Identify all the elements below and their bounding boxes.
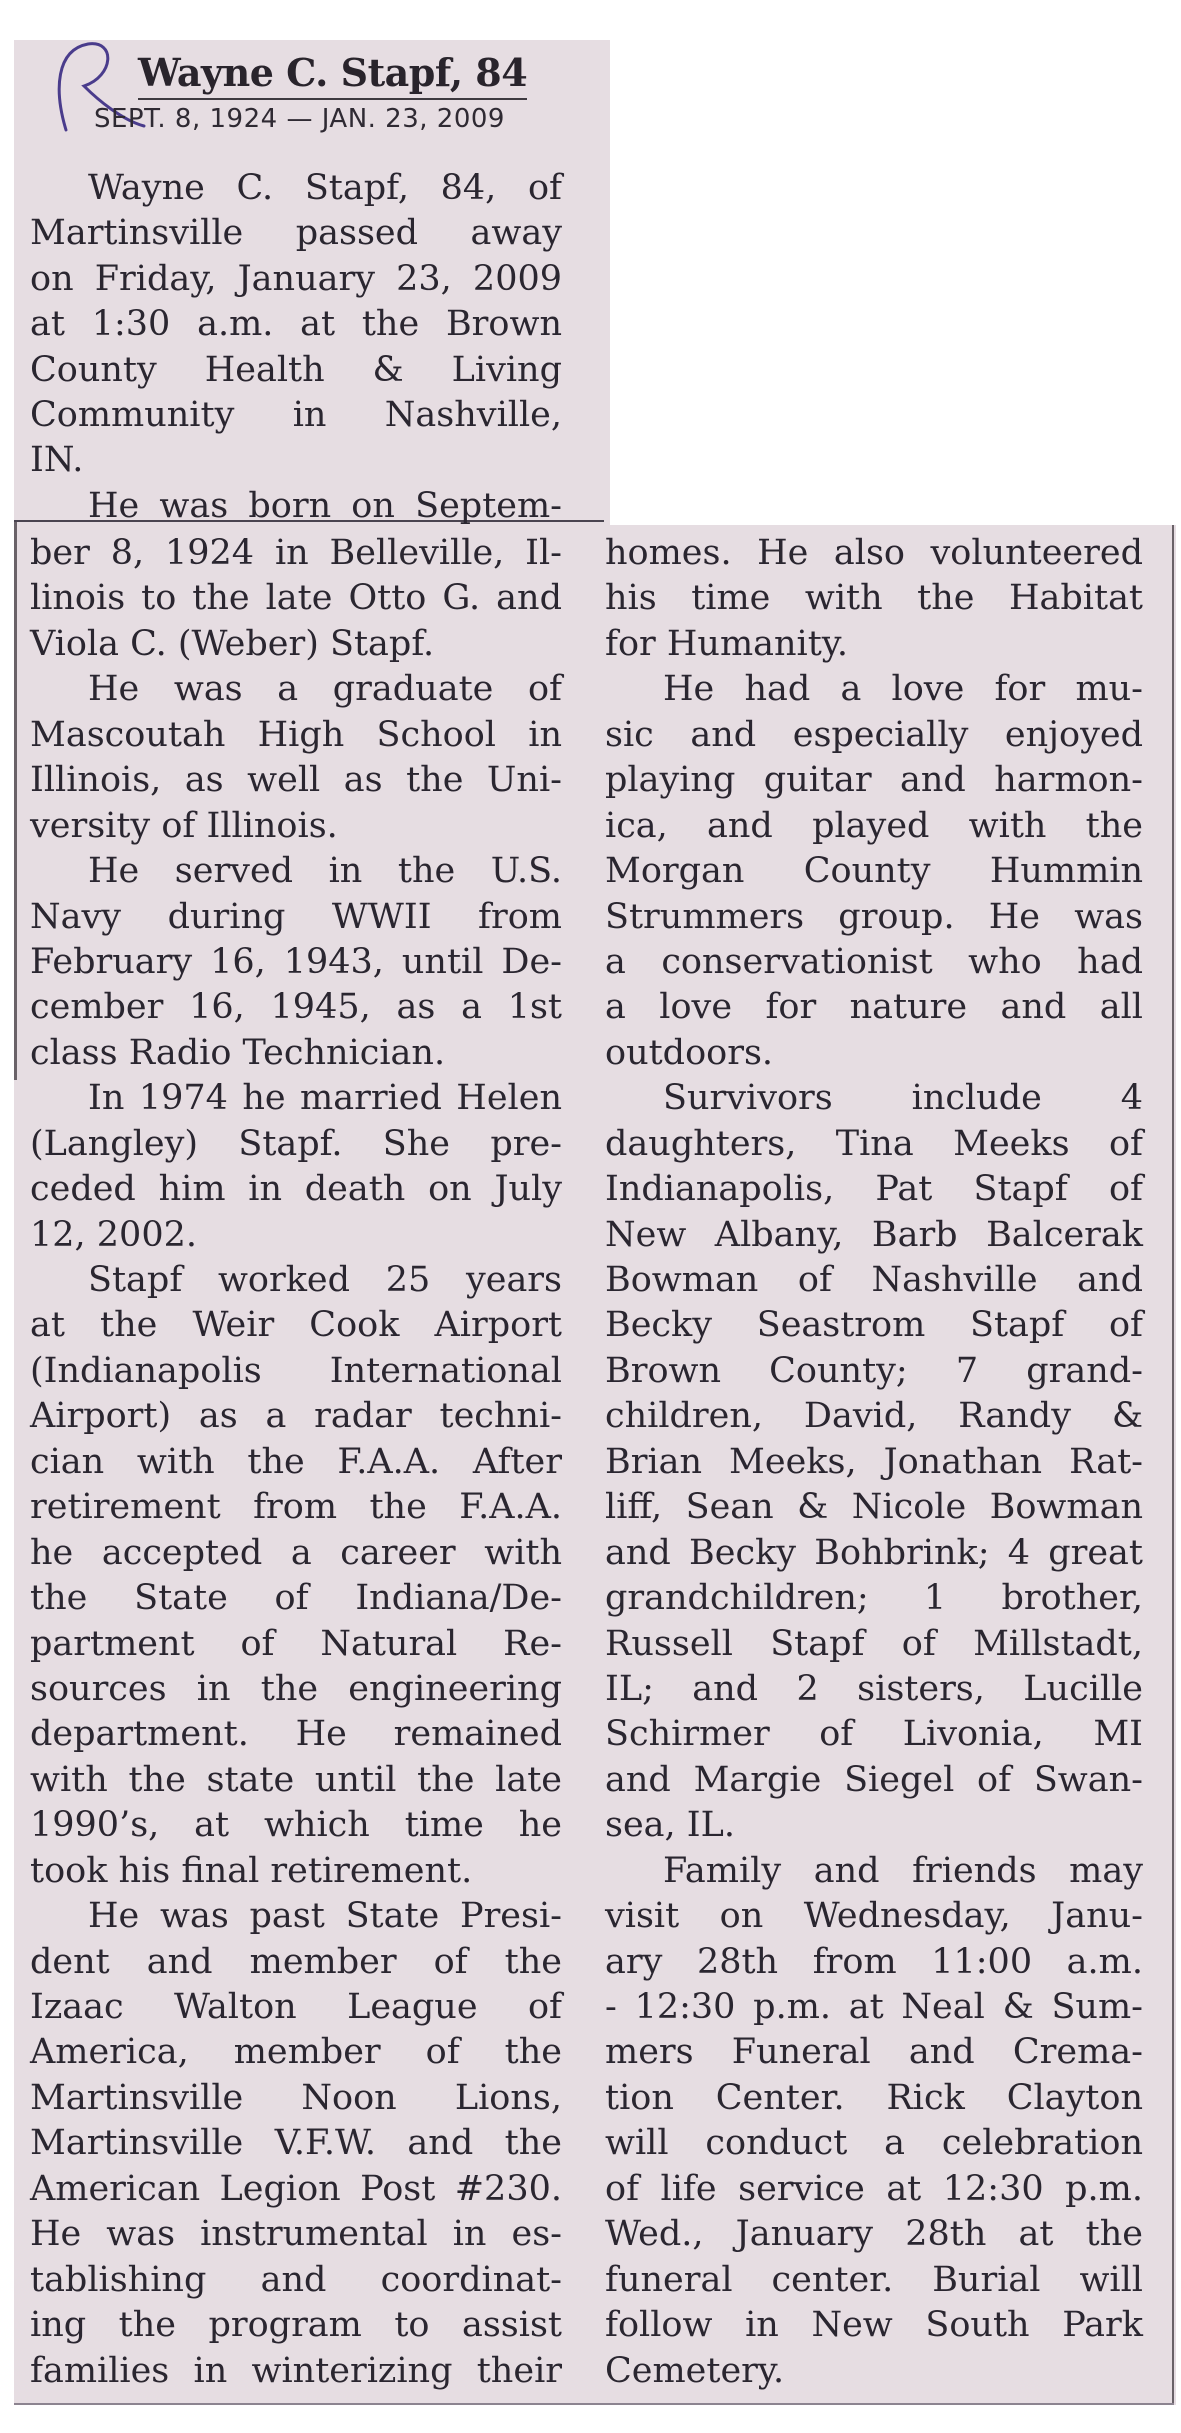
text-line: follow in New South Park	[605, 2305, 1143, 2346]
text-line: and Becky Bohbrink; 4 great	[605, 1532, 1143, 1573]
text-line: He was born on Septem-	[88, 485, 562, 526]
left-column	[30, 531, 562, 2394]
text-line: Illinois, as well as the Uni-	[30, 760, 562, 801]
text-line: sic and especially enjoyed	[605, 714, 1143, 755]
text-line: (Langley) Stapf. She pre-	[30, 1123, 562, 1164]
text-line: Wed., January 28th at the	[605, 2214, 1143, 2255]
text-line: homes. He also volunteered	[605, 533, 1143, 573]
text-line: Brian Meeks, Jonathan Rat-	[605, 1441, 1143, 1482]
text-line: 1990’s, at which time he	[30, 1805, 562, 1846]
text-line: he accepted a career with	[30, 1532, 562, 1573]
text-line: linois to the late Otto G. and	[30, 578, 562, 619]
text-line: Schirmer of Livonia, MI	[605, 1714, 1143, 1755]
text-line: Brown County; 7 grand-	[605, 1350, 1143, 1391]
text-line: Viola C. (Weber) Stapf.	[30, 623, 435, 664]
text-line: with the state until the late	[30, 1759, 562, 1800]
text-line: of life service at 12:30 p.m.	[605, 2168, 1143, 2209]
text-line: liff, Sean & Nicole Bowman	[605, 1487, 1143, 1528]
text-line: ary 28th from 11:00 a.m.	[605, 1941, 1143, 1982]
text-line: February 16, 1943, until De-	[30, 941, 562, 982]
text-line: his time with the Habitat	[605, 578, 1143, 619]
text-line: Russell Stapf of Millstadt,	[605, 1623, 1143, 1664]
text-line: dent and member of the	[30, 1941, 562, 1982]
text-line: at the Weir Cook Airport	[30, 1305, 562, 1346]
text-line: cember 16, 1945, as a 1st	[30, 987, 562, 1028]
text-line: He was a graduate of	[88, 669, 562, 710]
text-line: Wayne C. Stapf, 84, of	[88, 168, 562, 208]
text-line: County Health & Living	[30, 349, 562, 390]
right-cut-edge	[1172, 525, 1174, 2405]
text-line: sources in the engineering	[30, 1668, 562, 1709]
text-line: Morgan County Hummin	[605, 851, 1143, 892]
text-line: Strummers group. He was	[605, 896, 1143, 937]
text-line: He served in the U.S.	[88, 851, 562, 892]
text-line: ber 8, 1924 in Belleville, Il-	[30, 533, 562, 573]
text-line: outdoors.	[605, 1032, 774, 1073]
text-line: - 12:30 p.m. at Neal & Sum-	[605, 1987, 1143, 2027]
text-line: IN.	[30, 440, 84, 481]
text-line: Indianapolis, Pat Stapf of	[605, 1169, 1143, 1210]
text-line: for Humanity.	[605, 623, 849, 664]
text-line: a conservationist who had	[605, 941, 1143, 982]
text-line: daughters, Tina Meeks of	[605, 1123, 1143, 1164]
text-line: visit on Wednesday, Janu-	[605, 1896, 1143, 1937]
text-line: He had a love for mu-	[663, 669, 1143, 710]
text-line: tablishing and coordinat-	[30, 2259, 562, 2300]
text-line: and Margie Siegel of Swan-	[605, 1759, 1143, 1800]
text-line: Stapf worked 25 years	[88, 1260, 562, 1300]
obituary-dates: SEPT. 8, 1924 — JAN. 23, 2009	[94, 104, 505, 134]
text-line: grandchildren; 1 brother,	[605, 1578, 1143, 1619]
text-line: sea, IL.	[605, 1805, 735, 1846]
text-line: children, David, Randy &	[605, 1396, 1143, 1437]
bottom-cut-edge	[14, 2403, 1174, 2405]
text-line: Martinsville Noon Lions,	[30, 2077, 562, 2118]
text-line: department. He remained	[30, 1714, 562, 1755]
text-line: Martinsville passed away	[30, 213, 562, 254]
text-line: (Indianapolis International	[30, 1350, 562, 1391]
text-line: Martinsville V.F.W. and the	[30, 2123, 562, 2164]
text-line: Bowman of Nashville and	[605, 1260, 1143, 1300]
text-line: on Friday, January 23, 2009	[30, 258, 562, 299]
text-line: ceded him in death on July	[30, 1169, 562, 1210]
text-line: partment of Natural Re-	[30, 1623, 562, 1664]
text-line: Becky Seastrom Stapf of	[605, 1305, 1143, 1346]
text-line: Cemetery.	[605, 2350, 785, 2391]
text-line: families in winterizing their	[30, 2350, 562, 2391]
text-line: class Radio Technician.	[30, 1032, 446, 1073]
text-line: ica, and played with the	[605, 805, 1143, 846]
text-line: took his final retirement.	[30, 1850, 473, 1891]
obituary-name-heading: Wayne C. Stapf, 84	[138, 48, 527, 100]
text-line: Family and friends may	[663, 1850, 1143, 1891]
text-line: tion Center. Rick Clayton	[605, 2077, 1143, 2118]
top-column	[30, 166, 562, 529]
text-line: New Albany, Barb Balcerak	[605, 1214, 1143, 1255]
text-line: 12, 2002.	[30, 1214, 197, 1255]
text-line: In 1974 he married Helen	[88, 1078, 562, 1119]
text-line: American Legion Post #230.	[30, 2168, 562, 2209]
text-line: He was instrumental in es-	[30, 2214, 562, 2255]
text-line: cian with the F.A.A. After	[30, 1441, 562, 1482]
right-column	[605, 531, 1143, 2394]
text-line: Community in Nashville,	[30, 394, 562, 435]
text-line: will conduct a celebration	[605, 2123, 1143, 2164]
text-line: Survivors include 4	[663, 1078, 1143, 1119]
text-line: Airport) as a radar techni-	[30, 1396, 562, 1437]
text-line: ing the program to assist	[30, 2305, 562, 2346]
left-cut-edge	[14, 520, 17, 1080]
text-line: versity of Illinois.	[30, 805, 338, 846]
text-line: He was past State Presi-	[88, 1896, 562, 1937]
text-line: mers Funeral and Crema-	[605, 2032, 1143, 2073]
text-line: Mascoutah High School in	[30, 714, 562, 755]
text-line: Izaac Walton League of	[30, 1987, 562, 2027]
text-line: a love for nature and all	[605, 987, 1143, 1028]
text-line: funeral center. Burial will	[605, 2259, 1143, 2300]
text-line: playing guitar and harmon-	[605, 760, 1143, 801]
text-line: Navy during WWII from	[30, 896, 562, 937]
text-line: the State of Indiana/De-	[30, 1578, 562, 1619]
text-line: at 1:30 a.m. at the Brown	[30, 304, 562, 345]
text-line: America, member of the	[30, 2032, 562, 2073]
text-line: retirement from the F.A.A.	[30, 1487, 562, 1528]
text-line: IL; and 2 sisters, Lucille	[605, 1668, 1143, 1709]
